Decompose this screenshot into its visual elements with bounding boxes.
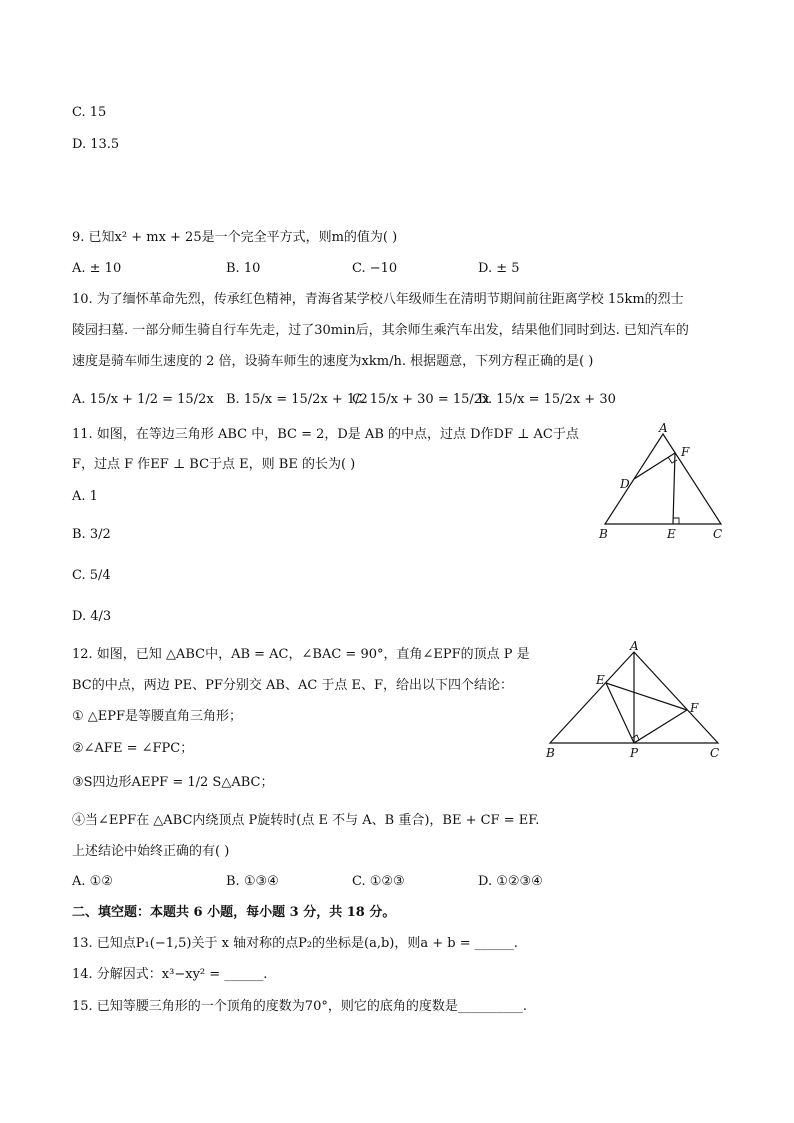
label-c: C bbox=[710, 746, 720, 760]
segment-pe bbox=[606, 683, 634, 743]
label-f: F bbox=[690, 701, 699, 715]
question-11-line-2: F，过点 F 作EF ⊥ BC于点 E，则 BE 的长为( ) bbox=[72, 457, 356, 472]
section-2-title: 二、填空题：本题共 6 小题，每小题 3 分，共 18 分。 bbox=[72, 905, 396, 920]
q10-option-c: C. 15/x + 30 = 15/2x bbox=[352, 392, 490, 407]
option-d-prev: D. 13.5 bbox=[72, 137, 120, 152]
question-12-line-1: 12. 如图，已知 △ABC中，AB = AC，∠BAC = 90°，直角∠EPF的顶点 P 是 bbox=[72, 647, 530, 662]
q11-option-c: C. 5/4 bbox=[72, 568, 111, 583]
label-b: B bbox=[599, 527, 608, 541]
label-c: C bbox=[713, 527, 723, 541]
q11-option-a: A. 1 bbox=[72, 489, 98, 504]
question-9-text: 9. 已知x² + mx + 25是一个完全平方式，则m的值为( ) bbox=[72, 230, 398, 245]
question-10-line-1: 10. 为了缅怀革命先烈，传承红色精神，青海省某学校八年级师生在清明节期间前往距离学校 15km的烈士 bbox=[72, 292, 684, 307]
label-f: F bbox=[681, 445, 690, 459]
question-13-text: 13. 已知点P₁(−1,5)关于 x 轴对称的点P₂的坐标是(a,b)，则a + b = ______. bbox=[72, 936, 518, 951]
segment-pf bbox=[634, 710, 687, 743]
conclusion-4: ④当∠EPF在 △ABC内绕顶点 P旋转时(点 E 不与 A、B 重合)，BE + CF = EF. bbox=[72, 813, 540, 828]
right-angle-mark-e bbox=[673, 518, 679, 524]
segment-fe bbox=[673, 453, 675, 524]
q9-option-d: D. ± 5 bbox=[478, 261, 520, 276]
q12-option-a: A. ①② bbox=[72, 874, 113, 889]
q12-option-d: D. ①②③④ bbox=[478, 874, 543, 889]
conclusion-1: ① △EPF是等腰直角三角形； bbox=[72, 709, 243, 724]
label-b: B bbox=[546, 746, 555, 760]
q10-option-d: D. 15/x = 15/2x + 30 bbox=[478, 392, 616, 407]
conclusion-2: ②∠AFE = ∠FPC； bbox=[72, 741, 194, 756]
option-c-prev: C. 15 bbox=[72, 105, 107, 120]
question-10-line-3: 速度是骑车师生速度的 2 倍，设骑车师生的速度为xkm/h. 根据题意，下列方程正确的是( ) bbox=[72, 354, 594, 369]
right-angle-mark-f bbox=[668, 457, 677, 463]
question-11-line-1: 11. 如图，在等边三角形 ABC 中，BC = 2，D是 AB 的中点，过点 D作DF ⊥ AC于点 bbox=[72, 427, 579, 442]
label-p: P bbox=[630, 746, 639, 760]
label-e: E bbox=[667, 527, 676, 541]
label-a: A bbox=[630, 640, 639, 653]
q9-option-a: A. ± 10 bbox=[72, 261, 122, 276]
q12-triangle-figure bbox=[540, 640, 730, 762]
q11-triangle-figure bbox=[596, 422, 726, 544]
q10-option-b: B. 15/x = 15/2x + 1/2 bbox=[226, 392, 368, 407]
q9-option-c: C. −10 bbox=[352, 261, 398, 276]
label-d: D bbox=[620, 477, 630, 491]
q12-option-b: B. ①③④ bbox=[226, 874, 279, 889]
label-e: E bbox=[596, 673, 605, 687]
q9-option-b: B. 10 bbox=[226, 261, 261, 276]
label-a: A bbox=[659, 422, 668, 435]
right-angle-mark-p bbox=[632, 735, 639, 740]
q10-option-a: A. 15/x + 1/2 = 15/2x bbox=[72, 392, 214, 407]
question-14-text: 14. 分解因式：x³−xy² = ______. bbox=[72, 967, 268, 982]
question-15-text: 15. 已知等腰三角形的一个顶角的度数为70°，则它的底角的度数是__________. bbox=[72, 999, 527, 1014]
q11-option-d: D. 4/3 bbox=[72, 609, 112, 624]
segment-df bbox=[634, 453, 675, 479]
question-10-line-2: 陵园扫墓. 一部分师生骑自行车先走，过了30min后，其余师生乘汽车出发，结果他们同时到达. 已知汽车的 bbox=[72, 323, 689, 338]
question-12-line-2: BC的中点，两边 PE、PF分别交 AB、AC 于点 E、F，给出以下四个结论： bbox=[72, 678, 514, 693]
question-12-prompt: 上述结论中始终正确的有( ) bbox=[72, 844, 230, 859]
q12-option-c: C. ①②③ bbox=[352, 874, 405, 889]
conclusion-3: ③S四边形AEPF = 1/2 S△ABC； bbox=[72, 775, 274, 790]
q11-option-b: B. 3/2 bbox=[72, 527, 111, 542]
